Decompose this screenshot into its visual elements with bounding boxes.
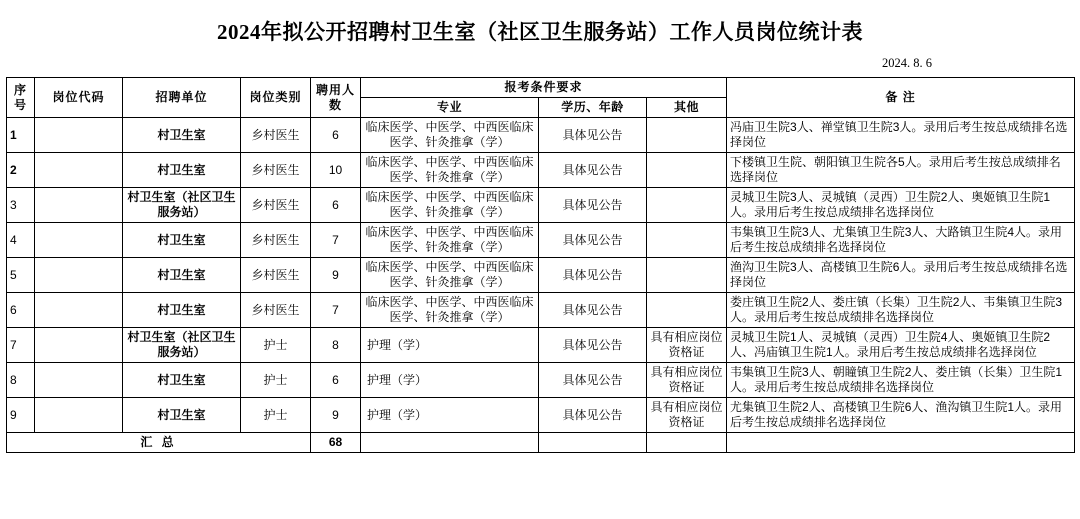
cell-category: 护士 <box>241 398 311 433</box>
cell-education: 具体见公告 <box>539 118 647 153</box>
cell-unit: 村卫生室 <box>123 363 241 398</box>
document-date: 2024. 8. 6 <box>882 56 932 70</box>
cell-major: 临床医学、中医学、中西医临床医学、针灸推拿（学） <box>361 153 539 188</box>
total-label: 汇 总 <box>7 433 311 453</box>
cell-code <box>35 153 123 188</box>
table-row <box>7 398 1075 433</box>
header-unit: 招聘单位 <box>123 78 241 118</box>
cell-remark: 韦集镇卫生院3人、尤集镇卫生院3人、大路镇卫生院4人。录用后考生按总成绩排名选择岗位 <box>727 223 1075 258</box>
cell-category: 护士 <box>241 363 311 398</box>
cell-education: 具体见公告 <box>539 258 647 293</box>
cell-count: 9 <box>311 398 361 433</box>
cell-remark: 韦集镇卫生院3人、朝瞳镇卫生院2人、娄庄镇（长集）卫生院1人。录用后考生按总成绩排名选择岗位 <box>727 363 1075 398</box>
cell-code <box>35 118 123 153</box>
cell-code <box>35 293 123 328</box>
cell-remark: 灵城卫生院1人、灵城镇（灵西）卫生院4人、奥姬镇卫生院2人、冯庙镇卫生院1人。录用后考生按总成绩排名选择岗位 <box>727 328 1075 363</box>
cell-education: 具体见公告 <box>539 328 647 363</box>
cell-remark: 下楼镇卫生院、朝阳镇卫生院各5人。录用后考生按总成绩排名选择岗位 <box>727 153 1075 188</box>
cell-count: 8 <box>311 328 361 363</box>
table-row <box>7 363 1075 398</box>
table-row <box>7 328 1075 363</box>
cell-category: 护士 <box>241 328 311 363</box>
cell-seq: 2 <box>7 153 35 188</box>
cell-unit: 村卫生室 <box>123 258 241 293</box>
cell-other: 具有相应岗位资格证 <box>647 398 727 433</box>
table-total-row <box>7 433 1075 453</box>
cell-other <box>647 153 727 188</box>
header-remark: 备 注 <box>727 78 1075 118</box>
table-row <box>7 118 1075 153</box>
cell-education: 具体见公告 <box>539 293 647 328</box>
cell-remark: 灵城卫生院3人、灵城镇（灵西）卫生院2人、奥姬镇卫生院1人。录用后考生按总成绩排名选择岗位 <box>727 188 1075 223</box>
cell-other <box>647 223 727 258</box>
cell-count: 7 <box>311 223 361 258</box>
table-row <box>7 258 1075 293</box>
cell-category: 乡村医生 <box>241 118 311 153</box>
cell-education: 具体见公告 <box>539 398 647 433</box>
total-education-empty <box>539 433 647 453</box>
cell-unit: 村卫生室 <box>123 118 241 153</box>
cell-major: 临床医学、中医学、中西医临床医学、针灸推拿（学） <box>361 188 539 223</box>
cell-remark: 冯庙卫生院3人、禅堂镇卫生院3人。录用后考生按总成绩排名选择岗位 <box>727 118 1075 153</box>
cell-code <box>35 223 123 258</box>
cell-category: 乡村医生 <box>241 258 311 293</box>
cell-unit: 村卫生室 <box>123 293 241 328</box>
header-code: 岗位代码 <box>35 78 123 118</box>
cell-major: 护理（学） <box>361 363 539 398</box>
table-header-row-1 <box>7 78 1075 98</box>
cell-code <box>35 398 123 433</box>
cell-count: 10 <box>311 153 361 188</box>
total-value: 68 <box>311 433 361 453</box>
cell-other <box>647 258 727 293</box>
cell-remark: 娄庄镇卫生院2人、娄庄镇（长集）卫生院2人、韦集镇卫生院3人。录用后考生按总成绩排名选择岗位 <box>727 293 1075 328</box>
cell-count: 6 <box>311 363 361 398</box>
table-row <box>7 293 1075 328</box>
table-row <box>7 188 1075 223</box>
cell-code <box>35 328 123 363</box>
cell-seq: 4 <box>7 223 35 258</box>
cell-other <box>647 293 727 328</box>
job-positions-table <box>6 77 1075 453</box>
cell-code <box>35 258 123 293</box>
page-title: 2024年拟公开招聘村卫生室（社区卫生服务站）工作人员岗位统计表 <box>217 20 863 44</box>
cell-remark: 尤集镇卫生院2人、高楼镇卫生院6人、渔沟镇卫生院1人。录用后考生按总成绩排名选择岗位 <box>727 398 1075 433</box>
header-count: 聘用人数 <box>311 78 361 118</box>
cell-category: 乡村医生 <box>241 188 311 223</box>
cell-major: 临床医学、中医学、中西医临床医学、针灸推拿（学） <box>361 293 539 328</box>
cell-remark: 渔沟卫生院3人、高楼镇卫生院6人。录用后考生按总成绩排名选择岗位 <box>727 258 1075 293</box>
cell-count: 7 <box>311 293 361 328</box>
cell-other <box>647 188 727 223</box>
cell-seq: 1 <box>7 118 35 153</box>
header-seq: 序号 <box>7 78 35 118</box>
cell-other: 具有相应岗位资格证 <box>647 363 727 398</box>
cell-unit: 村卫生室（社区卫生服务站） <box>123 328 241 363</box>
cell-code <box>35 188 123 223</box>
total-other-empty <box>647 433 727 453</box>
cell-unit: 村卫生室 <box>123 398 241 433</box>
cell-code <box>35 363 123 398</box>
total-remark-empty <box>727 433 1075 453</box>
cell-seq: 6 <box>7 293 35 328</box>
cell-major: 护理（学） <box>361 328 539 363</box>
cell-seq: 7 <box>7 328 35 363</box>
cell-seq: 9 <box>7 398 35 433</box>
cell-unit: 村卫生室（社区卫生服务站） <box>123 188 241 223</box>
header-other: 其他 <box>647 98 727 118</box>
cell-education: 具体见公告 <box>539 188 647 223</box>
cell-education: 具体见公告 <box>539 223 647 258</box>
table-row <box>7 153 1075 188</box>
cell-education: 具体见公告 <box>539 153 647 188</box>
cell-seq: 8 <box>7 363 35 398</box>
cell-unit: 村卫生室 <box>123 153 241 188</box>
cell-seq: 5 <box>7 258 35 293</box>
cell-other: 具有相应岗位资格证 <box>647 328 727 363</box>
cell-major: 护理（学） <box>361 398 539 433</box>
cell-category: 乡村医生 <box>241 293 311 328</box>
total-major-empty <box>361 433 539 453</box>
cell-count: 6 <box>311 118 361 153</box>
cell-category: 乡村医生 <box>241 153 311 188</box>
table-row <box>7 223 1075 258</box>
cell-seq: 3 <box>7 188 35 223</box>
header-education: 学历、年龄 <box>539 98 647 118</box>
cell-category: 乡村医生 <box>241 223 311 258</box>
header-requirements: 报考条件要求 <box>361 78 727 98</box>
cell-major: 临床医学、中医学、中西医临床医学、针灸推拿（学） <box>361 258 539 293</box>
cell-major: 临床医学、中医学、中西医临床医学、针灸推拿（学） <box>361 118 539 153</box>
header-category: 岗位类别 <box>241 78 311 118</box>
cell-unit: 村卫生室 <box>123 223 241 258</box>
cell-other <box>647 118 727 153</box>
cell-count: 9 <box>311 258 361 293</box>
cell-major: 临床医学、中医学、中西医临床医学、针灸推拿（学） <box>361 223 539 258</box>
cell-count: 6 <box>311 188 361 223</box>
cell-education: 具体见公告 <box>539 363 647 398</box>
header-major: 专业 <box>361 98 539 118</box>
